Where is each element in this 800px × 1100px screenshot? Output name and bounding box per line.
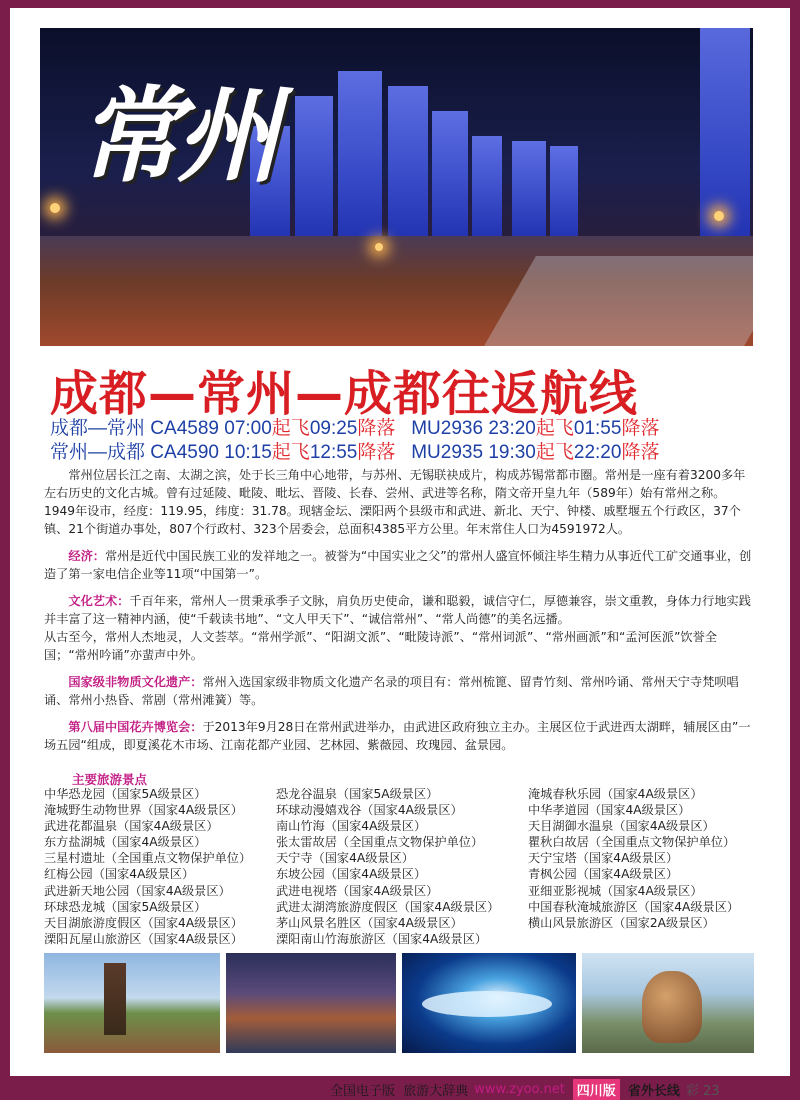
list-item: 南山竹海（国家4A级景区） [276,819,427,834]
article-body [44,466,756,754]
culture-paragraph-2: 从古至今，常州人杰地灵，人文荟萃。“常州学派”、“阳湖文派”、“毗陵诗派”、“常州词派”、“常州画派”和“孟河医派”饮誉全国；“常州吟诵”亦蜚声中外。 [44,630,717,662]
list-item: 中华恐龙园（国家5A级景区） [44,787,207,801]
footer [330,1078,720,1100]
list-item: 环球动漫嬉戏谷（国家4A级景区） [276,803,463,818]
list-item: 中华孝道园（国家4A级景区） [528,803,691,818]
footer-site: www.zyoo.net [474,1081,565,1097]
spots-list [44,786,764,947]
flight-row: 成都—常州 CA4589 07:00起飞09:25降落 MU2936 23:20起飞01:55降落 [50,418,660,439]
flight-schedule [50,417,760,465]
list-item: 东坡公园（国家4A级景区） [276,867,427,882]
footer-text: 旅游大辞典 [403,1083,469,1099]
list-item: 武进太湖湾旅游度假区（国家4A级景区） [276,899,500,914]
list-item: 武进电视塔（国家4A级景区） [276,883,439,898]
list-item: 天宁寺（国家4A级景区） [276,851,414,866]
economy-paragraph: 经济：常州是近代中国民族工业的发祥地之一。被誉为“中国实业之父”的常州人盛宣怀倾注毕生精力从事近代工矿交通事业，创造了第一家电信企业等11项“中国第一”。 [44,549,752,581]
spots-title: 主要旅游景点 [72,772,148,787]
list-item: 武进花都温泉（国家4A级景区） [44,819,219,834]
list-item: 恐龙谷温泉（国家5A级景区） [276,787,439,801]
pagoda-photo [44,953,220,1053]
list-item: 瞿秋白故居（全国重点文物保护单位） [528,835,736,850]
intro-paragraph: 常州位居长江之南、太湖之滨，处于长三角中心地带，与苏州、无锡联袂成片，构成苏锡常都市圈。常州是一座有着3200多年左右历史的文化古城。曾有过延陵、毗陵、毗坛、晋陵、长春、尝州、武进等名称，隋文帝开皇九年（589年）始有常州之称。1949年设市，经度：119.95，纬度：31.78。现辖金坛、溧阳两个县级市和武进、新北、天宁、钟楼、戚墅堰五个行政区，37个镇、21个街道办事处，807个行政村、323个居委会，总面积4385平方公里。年末常住人口为4591972人。 [44,468,746,536]
list-item: 淹城春秋乐园（国家4A级景区） [528,787,703,801]
list-item: 茅山风景名胜区（国家4A级景区） [276,915,463,930]
list-item: 红梅公园（国家4A级景区） [44,867,195,882]
hero-title: 常州 [78,74,275,197]
edition-badge: 四川版 [573,1079,620,1100]
buddha-statue-photo [582,953,754,1053]
footer-section: 省外长线 [627,1083,680,1099]
list-item: 环球恐龙城（国家5A级景区） [44,899,207,914]
list-item: 淹城野生动物世界（国家4A级景区） [44,803,243,818]
culture-paragraph: 文化艺术：千百年来，常州人一贯秉承季子文脉，肩负历史使命，谦和聪毅，诚信守仁，厚德兼容，崇文重教，身体力行地实践并丰富了这一精神内涵，使“千载读书地”、“文人甲天下”、“诚信常州”、“常人尚德”的美名远播。 [44,594,751,626]
modern-building-photo [402,953,576,1053]
list-item: 青枫公园（国家4A级景区） [528,867,679,882]
list-item: 天目湖旅游度假区（国家4A级景区） [44,915,243,930]
photo-strip [44,953,754,1053]
list-item: 武进新天地公园（国家4A级景区） [44,883,231,898]
hero-image [40,28,753,346]
page-number: 彩 23 [685,1083,720,1099]
route-title: 成都—常州—成都往返航线 [50,366,639,422]
list-item: 三星村遗址（全国重点文物保护单位） [44,851,252,866]
list-item: 中国春秋淹城旅游区（国家4A级景区） [528,899,740,914]
expo-paragraph: 第八届中国花卉博览会：于2013年9月28日在常州武进举办，由武进区政府独立主办。主展区位于武进西太湖畔，辅展区由”一场五园“组成，即夏溪花木市场、江南花都产业园、艺林园、紫薇园、玫瑰园、盆景园。 [44,720,751,752]
list-item: 东方盐湖城（国家4A级景区） [44,835,207,850]
list-item: 横山风景旅游区（国家2A级景区） [528,915,715,930]
flight-row: 常州—成都 CA4590 10:15起飞12:55降落 MU2935 19:30起飞22:20降落 [50,442,660,463]
heritage-paragraph: 国家级非物质文化遗产：常州入选国家级非物质文化遗产名录的项目有：常州梳篦、留青竹刻、常州吟诵、常州天宁寺梵呗唱诵、常州小热昏、常剧（常州滩簧）等。 [44,675,739,707]
list-item: 天目湖御水温泉（国家4A级景区） [528,819,715,834]
footer-text: 全国电子版 [330,1083,396,1099]
list-item: 溧阳南山竹海旅游区（国家4A级景区） [276,931,488,946]
list-item: 亚细亚影视城（国家4A级景区） [528,883,703,898]
city-night-photo [226,953,396,1053]
list-item: 溧阳瓦屋山旅游区（国家4A级景区） [44,931,243,946]
list-item: 张太雷故居（全国重点文物保护单位） [276,835,484,850]
list-item: 天宁宝塔（国家4A级景区） [528,851,679,866]
